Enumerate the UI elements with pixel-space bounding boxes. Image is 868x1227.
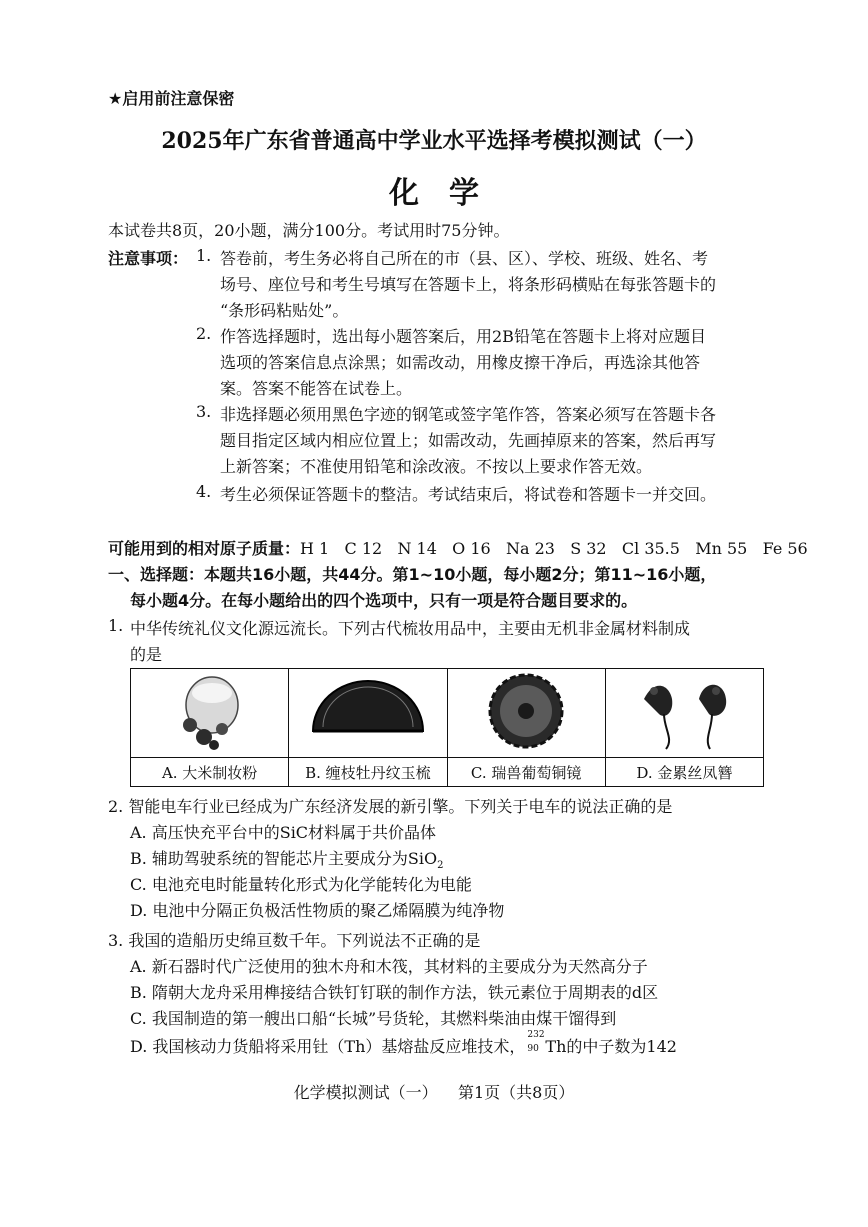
q2-option-b-text: B. 辅助驾驶系统的智能芯片主要成分为SiO <box>130 849 438 868</box>
q3-stem: 3. 我国的造船历史绵亘数千年。下列说法不正确的是 <box>108 931 481 950</box>
note-line: 场号、座位号和考生号填写在答题卡上，将条形码横贴在每张答题卡的 <box>220 275 717 294</box>
q2-option-b <box>130 846 444 871</box>
page-footer: 化学模拟测试（一） 第1页（共8页） <box>293 1083 575 1102</box>
note-line: 选项的答案信息点涂黑；如需改动，用橡皮擦干净后，再选涂其他答 <box>220 353 701 372</box>
q3-option-b: B. 隋朝大龙舟采用榫接结合铁钉钉联的制作方法，铁元素位于周期表的d区 <box>130 983 659 1002</box>
q3-option-d-tail: 的中子数为142 <box>566 1037 677 1056</box>
q1-option-table <box>130 668 764 787</box>
atomic-masses-values: H 1 C 12 N 14 O 16 Na 23 S 32 Cl 35.5 Mn 55 Fe 56 <box>300 539 808 558</box>
q1-stem-cont: 的是 <box>130 645 163 664</box>
option-b-label: B. 缠枝牡丹纹玉梳 <box>289 758 447 787</box>
note-line: 题目指定区域内相应位置上；如需改动，先画掉原来的答案，然后再写 <box>220 431 717 450</box>
q3-option-d-text: D. 我国核动力货船将采用钍（Th）基熔盐反应堆技术， <box>130 1037 526 1056</box>
note-line: “条形码粘贴处”。 <box>220 301 349 320</box>
option-c-image <box>447 669 605 758</box>
q2-option-a: A. 高压快充平台中的SiC材料属于共价晶体 <box>130 823 437 842</box>
note-line: 作答选择题时，选出每小题答案后，用2B铅笔在答题卡上将对应题目 <box>220 327 706 346</box>
note-number: 1. <box>196 246 212 265</box>
q2-option-b-subscript: 2 <box>437 860 444 872</box>
intro-text: 本试卷共8页，20小题，满分100分。考试用时75分钟。 <box>108 221 510 240</box>
thorium-isotope <box>525 1030 545 1054</box>
section1-heading: 一、选择题：本题共16小题，共44分。第1~10小题，每小题2分；第11~16小题， <box>108 565 717 584</box>
note-line: 考生必须保证答题卡的整洁。考试结束后，将试卷和答题卡一并交回。 <box>220 485 717 504</box>
option-a-label: A. 大米制妆粉 <box>131 758 289 787</box>
q1-number: 1. <box>108 616 124 635</box>
note-number: 2. <box>196 324 212 343</box>
q2-option-d: D. 电池中分隔正负极活性物质的聚乙烯隔膜为纯净物 <box>130 901 505 920</box>
bronze-mirror-icon <box>476 669 576 753</box>
option-b-image <box>289 669 447 758</box>
powder-box-icon <box>160 669 260 753</box>
jade-comb-icon <box>298 669 438 753</box>
phoenix-hairpin-icon <box>624 669 744 753</box>
note-line: 非选择题必须用黑色字迹的钢笔或签字笔作答，答案必须写在答题卡各 <box>220 405 717 424</box>
q3-option-c: C. 我国制造的第一艘出口船“长城”号货轮，其燃料柴油由煤干馏得到 <box>130 1009 617 1028</box>
subject-title: 化学 <box>389 176 509 211</box>
mass-number: 232 <box>527 1030 545 1040</box>
note-line: 答卷前，考生务必将自己所在的市（县、区）、学校、班级、姓名、考 <box>220 249 709 268</box>
option-c-label: C. 瑞兽葡萄铜镜 <box>447 758 605 787</box>
exam-title: 2025年广东省普通高中学业水平选择考模拟测试（一） <box>161 128 707 154</box>
q2-stem: 2. 智能电车行业已经成为广东经济发展的新引擎。下列关于电车的说法正确的是 <box>108 797 673 816</box>
note-line: 案。答案不能答在试卷上。 <box>220 379 413 398</box>
note-number: 3. <box>196 402 212 421</box>
atomic-number: 90 <box>527 1044 539 1054</box>
q2-option-c: C. 电池充电时能量转化形式为化学能转化为电能 <box>130 875 472 894</box>
section1-heading-cont: 每小题4分。在每小题给出的四个选项中，只有一项是符合题目要求的。 <box>130 591 638 610</box>
confidential-notice: ★启用前注意保密 <box>108 89 235 108</box>
notes-label: 注意事项： <box>108 249 189 268</box>
note-number: 4. <box>196 482 212 501</box>
q3-option-d <box>130 1030 677 1057</box>
option-a-image <box>131 669 289 758</box>
option-d-label: D. 金累丝凤簪 <box>605 758 763 787</box>
element-symbol: Th <box>545 1037 567 1056</box>
option-d-image <box>605 669 763 758</box>
q1-stem: 中华传统礼仪文化源远流长。下列古代梳妆用品中，主要由无机非金属材料制成 <box>130 619 691 638</box>
atomic-masses-label: 可能用到的相对原子质量： <box>108 539 301 558</box>
atomic-masses <box>108 536 808 559</box>
note-line: 上新答案；不准使用铅笔和涂改液。不按以上要求作答无效。 <box>220 457 653 476</box>
q3-option-a: A. 新石器时代广泛使用的独木舟和木筏，其材料的主要成分为天然高分子 <box>130 957 648 976</box>
